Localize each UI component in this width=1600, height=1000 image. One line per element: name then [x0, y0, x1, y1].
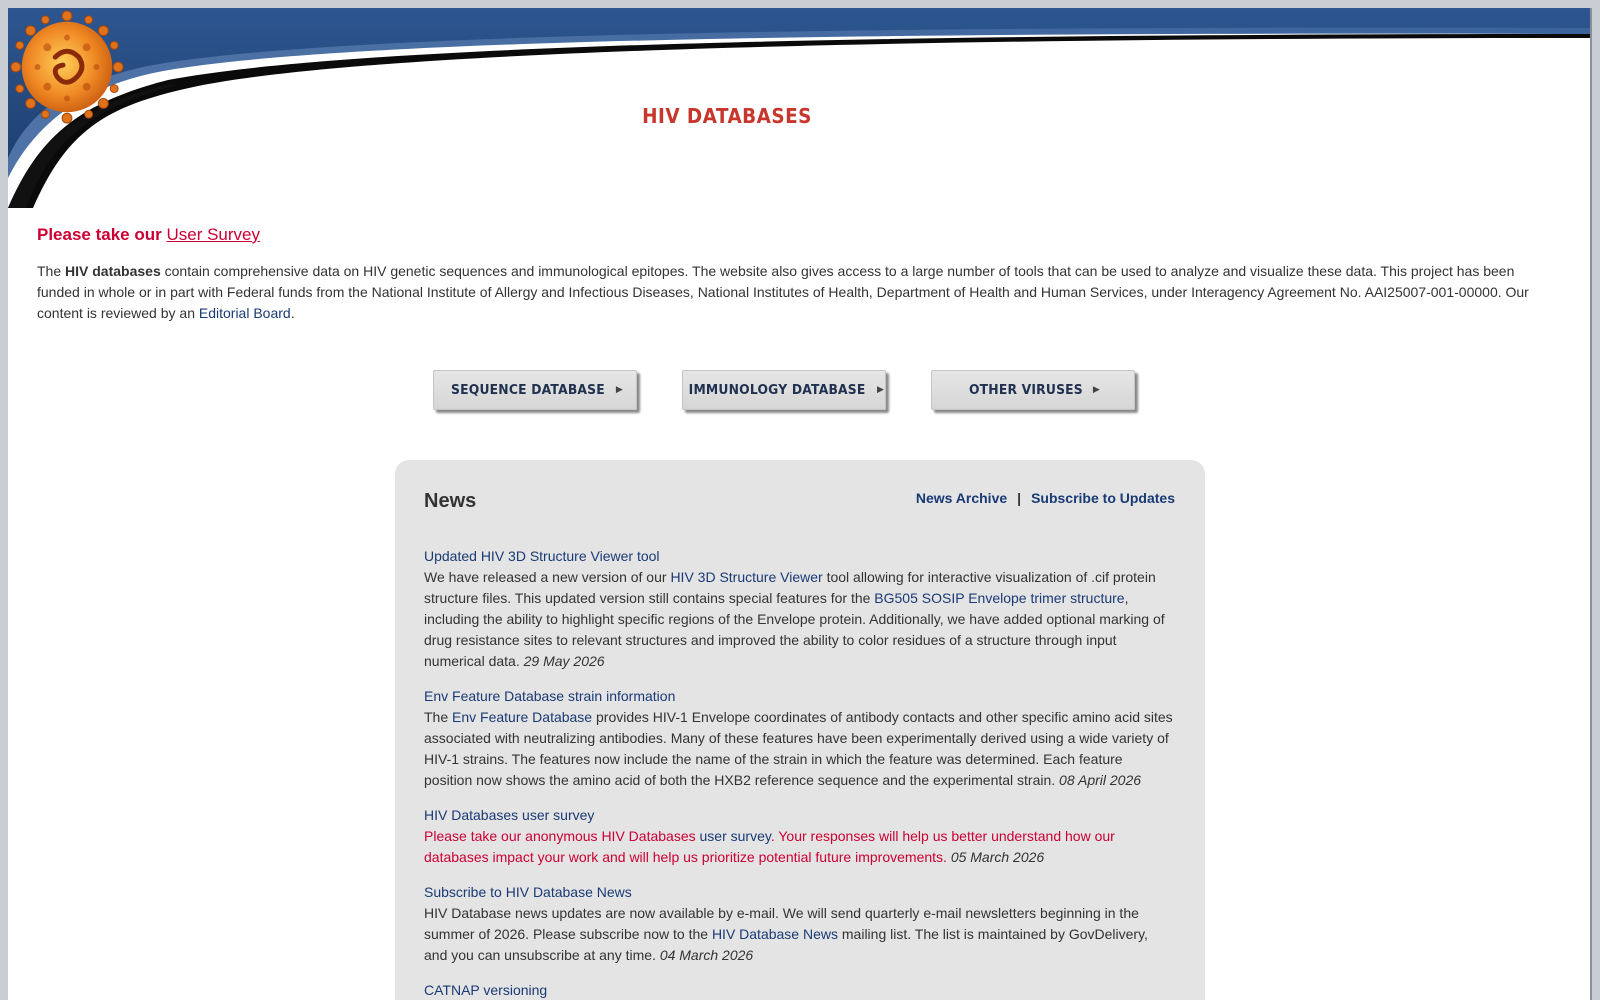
news-list: [424, 546, 1174, 1000]
intro-text-1: The: [37, 263, 66, 279]
news-item-title-link[interactable]: Env Feature Database strain information: [424, 688, 676, 704]
intro-bold: HIV databases: [65, 263, 161, 279]
news-item-body: [424, 826, 1174, 868]
site-banner: [8, 8, 1592, 208]
news-item-title-link[interactable]: Updated HIV 3D Structure Viewer tool: [424, 548, 660, 564]
hiv-database-news-link[interactable]: HIV Database News: [711, 926, 838, 942]
bg505-structure-link[interactable]: BG505 SOSIP Envelope trimer structure: [874, 590, 1125, 606]
news-panel: [395, 460, 1205, 1000]
news-text: tool allowing for interactive visualization of .cif protein structure files. This updated version still contains special features for the: [424, 569, 1156, 606]
site-title: HIV DATABASES: [642, 104, 812, 128]
news-text: provides HIV-1 Envelope coordinates of antibody contacts and other specific amino acid sites associated with neutralizing antibodies. Many of these features have been experimentally derived using a wide variety of HIV-1 strains. The features now include the name of the strain in which the feature was determined. Each feature position now shows the amino acid of both the HXB2 reference sequence and the experimental strain.: [424, 709, 1173, 788]
news-item-title-link[interactable]: CATNAP versioning: [424, 982, 548, 998]
triangle-right-icon: ▶: [1092, 385, 1100, 395]
immunology-database-button[interactable]: [682, 370, 886, 410]
env-feature-db-link[interactable]: Env Feature Database: [452, 709, 593, 725]
intro-text-2: contain comprehensive data on HIV genetic sequences and immunological epitopes. The website also gives access to a large number of tools that can be used to analyze and visualize these data. This project has been funded in whole or in part with Federal funds from the National Institute of Allergy and Infectious Diseases, National Institutes of Health, Department of Health and Human Services, under Interagency Agreement No. AAI25007-001-00000. Our content is reviewed by an: [37, 263, 1529, 321]
triangle-right-icon: ▶: [877, 385, 885, 395]
news-date: 08 April 2026: [1059, 772, 1142, 788]
news-date: 05 March 2026: [950, 849, 1045, 865]
intro-text-3: .: [290, 305, 295, 321]
user-survey-link[interactable]: User Survey: [166, 225, 260, 244]
news-item: [424, 980, 1174, 1000]
survey-prefix: Please take our: [37, 225, 167, 244]
sequence-database-button[interactable]: [433, 370, 637, 410]
news-text: . Your responses will help us better understand how our databases impact your work and will help us prioritize potential future improvements.: [424, 828, 1115, 865]
sequence-database-label: SEQUENCE DATABASE: [451, 382, 605, 398]
news-header-links: [916, 490, 1175, 506]
news-item: [424, 686, 1174, 791]
news-item: [424, 546, 1174, 672]
user-survey-news-link[interactable]: user survey: [699, 828, 771, 844]
triangle-right-icon: ▶: [615, 385, 624, 395]
news-title: News: [424, 490, 477, 512]
news-item-body: [424, 707, 1174, 791]
news-item-title-link[interactable]: HIV Databases user survey: [424, 807, 595, 823]
structure-viewer-link[interactable]: HIV 3D Structure Viewer: [670, 569, 823, 585]
other-viruses-button[interactable]: [931, 370, 1135, 410]
news-text: We have released a new version of our: [424, 569, 671, 585]
database-nav: [8, 370, 1592, 414]
news-text: HIV Database news updates are now available by e-mail. We will send quarterly e-mail newsletters beginning in the summer of 2026. Please subscribe now to the: [424, 905, 1139, 942]
editorial-board-link[interactable]: Editorial Board: [198, 305, 291, 321]
intro-paragraph: [37, 261, 1547, 324]
news-item-body: [424, 567, 1174, 672]
news-date: 29 May 2026: [523, 653, 605, 669]
news-text: mailing list. The list is maintained by GovDelivery, and you can unsubscribe at any time.: [424, 926, 1148, 963]
link-separator: |: [1017, 490, 1022, 506]
immunology-database-label: IMMUNOLOGY DATABASE: [688, 382, 866, 398]
news-item: [424, 882, 1174, 966]
news-date: 04 March 2026: [659, 947, 754, 963]
news-item-title-link[interactable]: Subscribe to HIV Database News: [424, 884, 632, 900]
news-item-body: [424, 903, 1174, 966]
other-viruses-label: OTHER VIRUSES: [968, 382, 1083, 398]
survey-banner: [37, 225, 260, 245]
page: [8, 8, 1592, 1000]
news-text: The: [424, 709, 453, 725]
subscribe-updates-link[interactable]: Subscribe to Updates: [1031, 490, 1175, 506]
news-text: Please take our anonymous HIV Databases: [424, 828, 700, 844]
news-item: [424, 805, 1174, 868]
news-text: , including the ability to highlight specific regions of the Envelope protein. Additionally, we have added optional marking of drug resistance sites to relevant structures and improved the ability to color residues of a structure through input numerical data.: [424, 590, 1165, 669]
news-archive-link[interactable]: News Archive: [915, 490, 1008, 506]
